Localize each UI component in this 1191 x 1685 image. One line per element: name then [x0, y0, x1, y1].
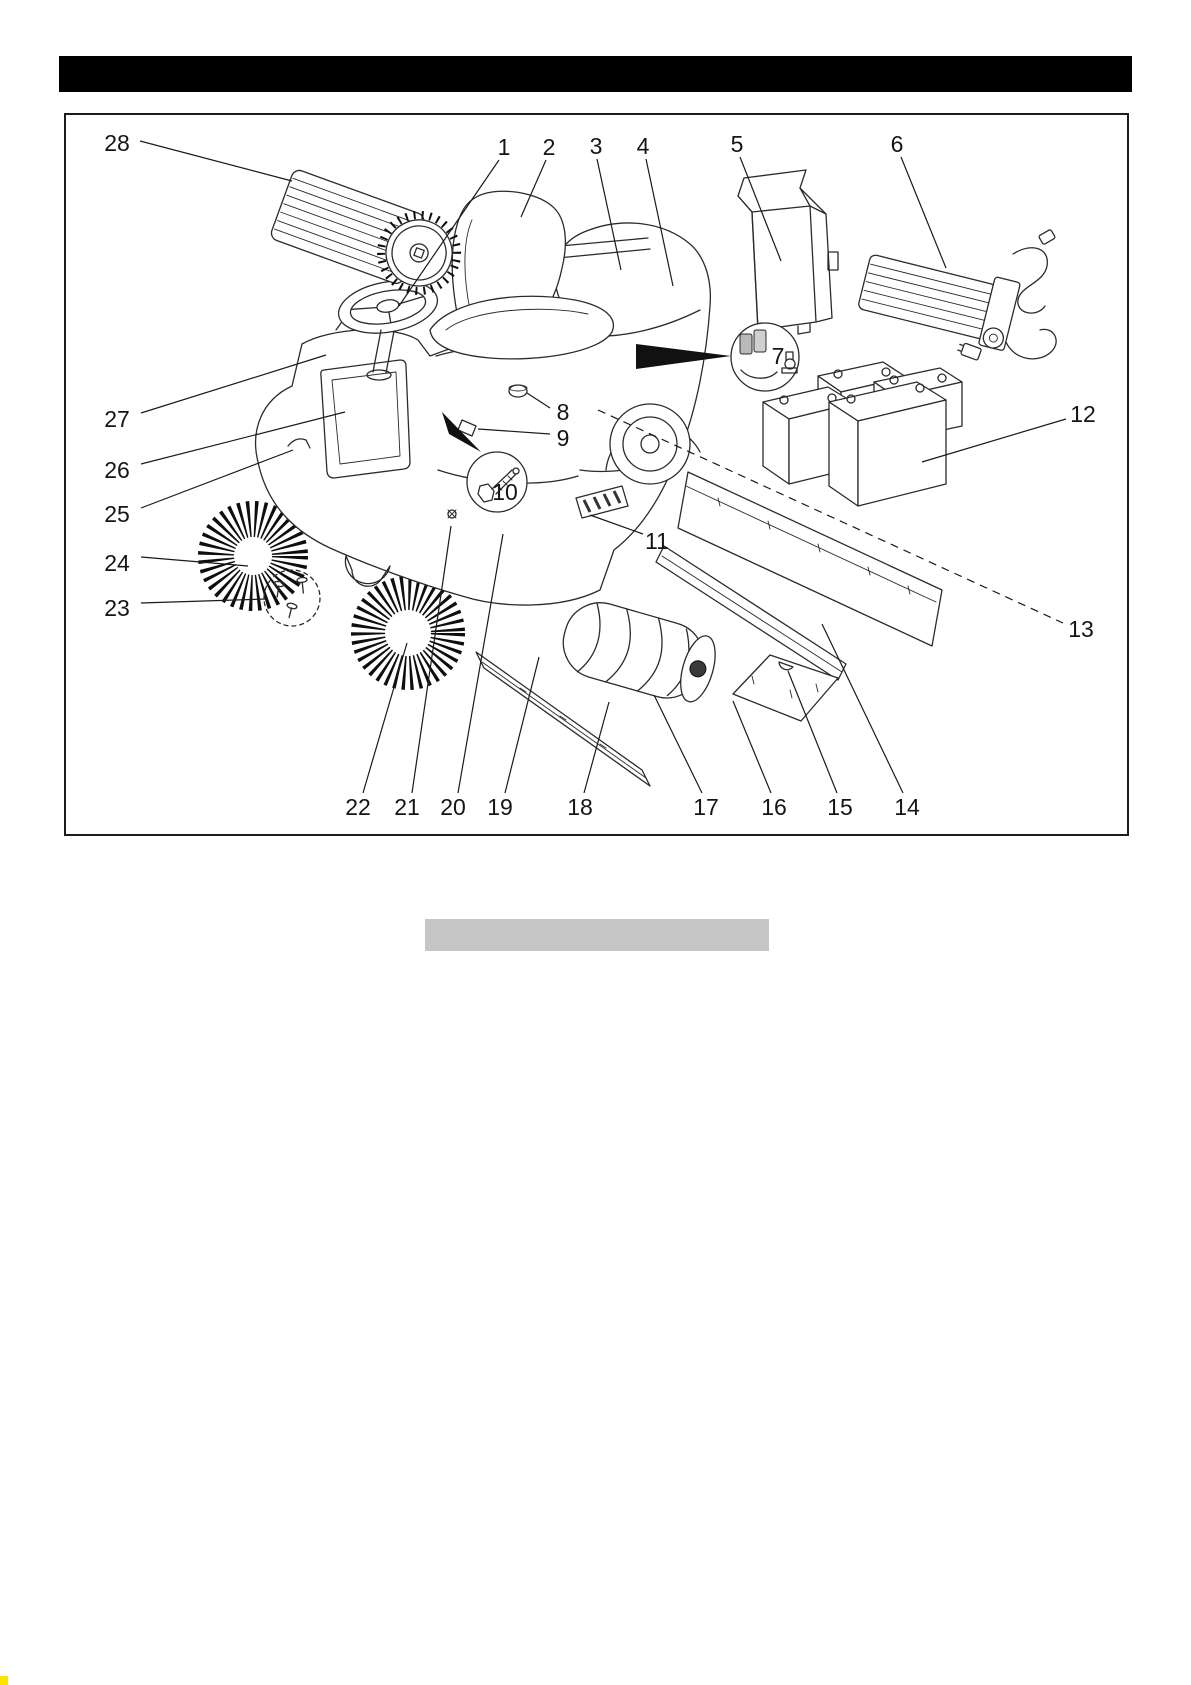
battery-charger [856, 229, 1056, 360]
leader-line-22 [363, 643, 407, 793]
callout-number-3: 3 [589, 133, 603, 159]
callout-number-2: 2 [542, 134, 556, 160]
leader-line-23 [141, 599, 266, 603]
control-unit-box [738, 170, 838, 338]
callout-number-13: 13 [1068, 616, 1094, 642]
callout-number-26: 26 [104, 457, 130, 483]
callout-number-7: 7 [771, 343, 785, 369]
callout-number-22: 22 [345, 794, 371, 820]
callout-number-28: 28 [104, 130, 130, 156]
callout-number-21: 21 [394, 794, 420, 820]
page-corner-mark [0, 1676, 8, 1685]
screws-detail-23 [264, 570, 320, 626]
side-brush-front [368, 593, 448, 673]
charger-cable [1013, 248, 1047, 313]
callout-number-23: 23 [104, 595, 130, 621]
leader-line-6 [901, 157, 946, 268]
callout-number-8: 8 [556, 399, 570, 425]
callout-number-27: 27 [104, 406, 130, 432]
callout-number-16: 16 [761, 794, 787, 820]
callout-number-15: 15 [827, 794, 853, 820]
roller-brush-28 [269, 167, 468, 301]
leader-line-14 [822, 624, 903, 793]
leader-line-16 [733, 701, 771, 793]
callout-number-5: 5 [730, 131, 744, 157]
callout-number-10: 10 [492, 479, 518, 505]
callout-number-19: 19 [487, 794, 513, 820]
leader-line-28 [140, 141, 292, 181]
callout-number-24: 24 [104, 550, 130, 576]
battery-pack [763, 362, 962, 506]
caption-placeholder-bar [425, 919, 769, 951]
detail-circle-7 [731, 323, 799, 391]
leader-line-17 [654, 695, 702, 793]
callout-number-17: 17 [693, 794, 719, 820]
charger-plug [957, 342, 982, 361]
battery [829, 382, 946, 506]
callout-number-25: 25 [104, 501, 130, 527]
sealing-panel-14 [678, 472, 942, 646]
callout-number-1: 1 [497, 134, 511, 160]
callout-number-4: 4 [636, 133, 650, 159]
roller-brush-17 [555, 594, 723, 709]
callout-number-11: 11 [645, 528, 669, 554]
callout-number-6: 6 [890, 131, 904, 157]
callout-number-9: 9 [556, 425, 570, 451]
callout-number-18: 18 [567, 794, 593, 820]
callout-number-14: 14 [894, 794, 920, 820]
callout-number-12: 12 [1070, 401, 1096, 427]
callout-number-20: 20 [440, 794, 466, 820]
